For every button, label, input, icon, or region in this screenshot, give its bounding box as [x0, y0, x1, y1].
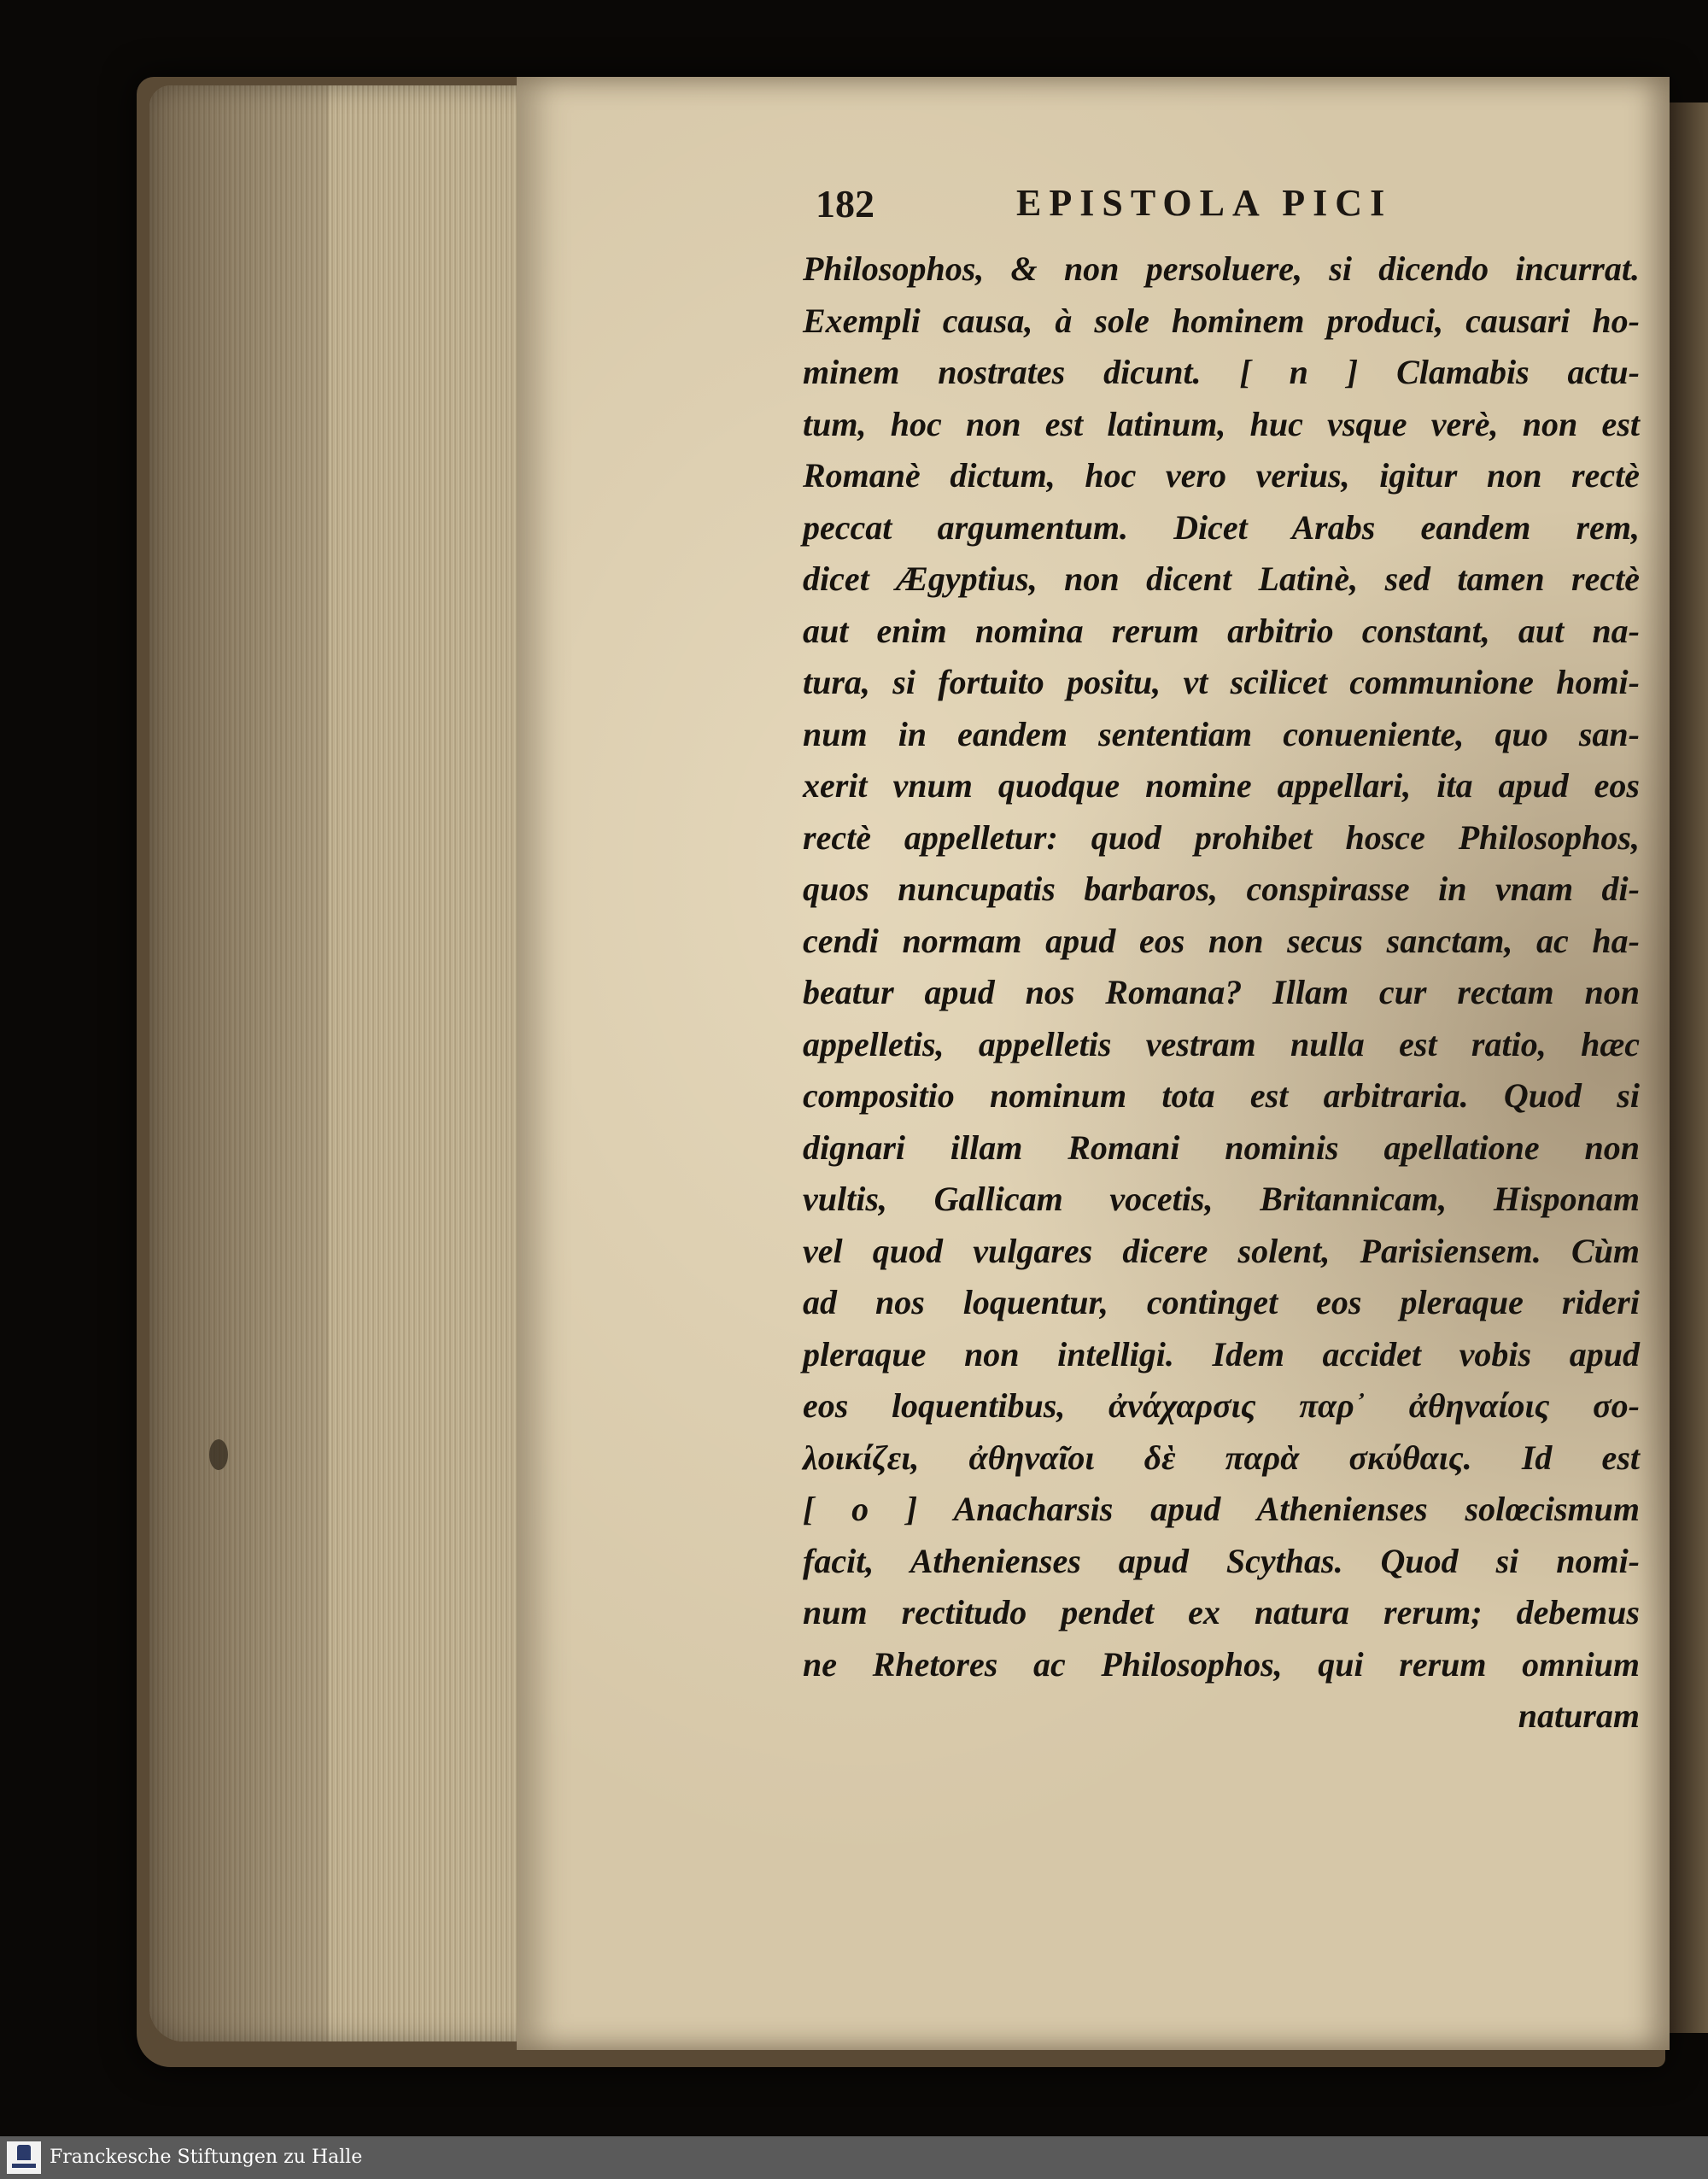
text-line: quos nuncupatis barbaros, conspirasse in vnam di-: [803, 870, 1640, 908]
text-line: num rectitudo pendet ex natura rerum; debemus: [803, 1593, 1640, 1631]
text-line: [ o ] Anacharsis apud Athenienses solœcismum: [803, 1490, 1640, 1528]
running-head: [816, 181, 1430, 232]
text-line: tum, hoc non est latinum, huc vsque verè, non est: [803, 404, 1640, 443]
text-line: vel quod vulgares dicere solent, Parisiensem. Cùm: [803, 1231, 1640, 1270]
text-line: pleraque non intelligi. Idem accidet vobis apud: [803, 1334, 1640, 1374]
footer-bar: [0, 2136, 1708, 2179]
text-line: tura, si fortuito positu, vt scilicet communione homi-: [803, 663, 1640, 701]
text-line: dicet Ægyptius, non dicent Latinè, sed tamen rectè: [803, 559, 1640, 598]
franckesche-stiftungen-logo-icon[interactable]: [7, 2141, 41, 2174]
text-line: minem nostrates dicunt. [ n ] Clamabis actu-: [803, 353, 1640, 391]
text-line: cendi normam apud eos non secus sanctam, ac ha-: [803, 921, 1640, 960]
text-line: rectè appelletur: quod prohibet hosce Philosophos,: [803, 817, 1640, 857]
footer-institution[interactable]: Franckesche Stiftungen zu Halle: [50, 2147, 363, 2168]
text-line: ne Rhetores ac Philosophos, qui rerum omnium: [803, 1644, 1640, 1684]
catchword: naturam: [1518, 1696, 1640, 1735]
text-line: Exempli causa, à sole hominem produci, causari ho-: [803, 301, 1640, 340]
text-line-greek: eos loquentibus, ἀνάχαρσις παρ᾽ ἀθηναίοις σο-: [803, 1386, 1640, 1425]
text-block: [803, 243, 1640, 1743]
text-line-greek: λοικίζει, ἀθηναῖοι δὲ παρὰ σκύθαις. Id est: [803, 1438, 1640, 1477]
text-line: appelletis, appelletis vestram nulla est ratio, hæc: [803, 1024, 1640, 1063]
text-line: dignari illam Romani nominis apellatione non: [803, 1128, 1640, 1167]
text-line: ad nos loquentur, continget eos pleraque rideri: [803, 1283, 1640, 1321]
running-title: EPISTOLA PICI: [1016, 182, 1393, 224]
text-line: Romanè dictum, hoc vero verius, igitur non rectè: [803, 456, 1640, 495]
text-line: beatur apud nos Romana? Illam cur rectam non: [803, 973, 1640, 1011]
binding-hole: [209, 1439, 228, 1470]
logo-building-shape: [17, 2145, 31, 2160]
text-line: facit, Athenienses apud Scythas. Quod si nomi-: [803, 1541, 1640, 1580]
facing-page-edge: [1665, 103, 1708, 2033]
text-line: aut enim nomina rerum arbitrio constant, aut na-: [803, 611, 1640, 650]
text-line: Philosophos, & non persoluere, si dicendo incurrat.: [803, 249, 1640, 288]
text-line: peccat argumentum. Dicet Arabs eandem rem,: [803, 507, 1640, 547]
text-line: num in eandem sententiam conueniente, quo san-: [803, 714, 1640, 753]
text-line: xerit vnum quodque nomine appellari, ita apud eos: [803, 766, 1640, 805]
text-line: compositio nominum tota est arbitraria. Quod si: [803, 1076, 1640, 1115]
page-edges-shadow: [149, 85, 329, 2041]
text-line: vultis, Gallicam vocetis, Britannicam, Hisponam: [803, 1180, 1640, 1218]
page-number: 182: [816, 182, 874, 226]
logo-base-shape: [12, 2164, 36, 2168]
